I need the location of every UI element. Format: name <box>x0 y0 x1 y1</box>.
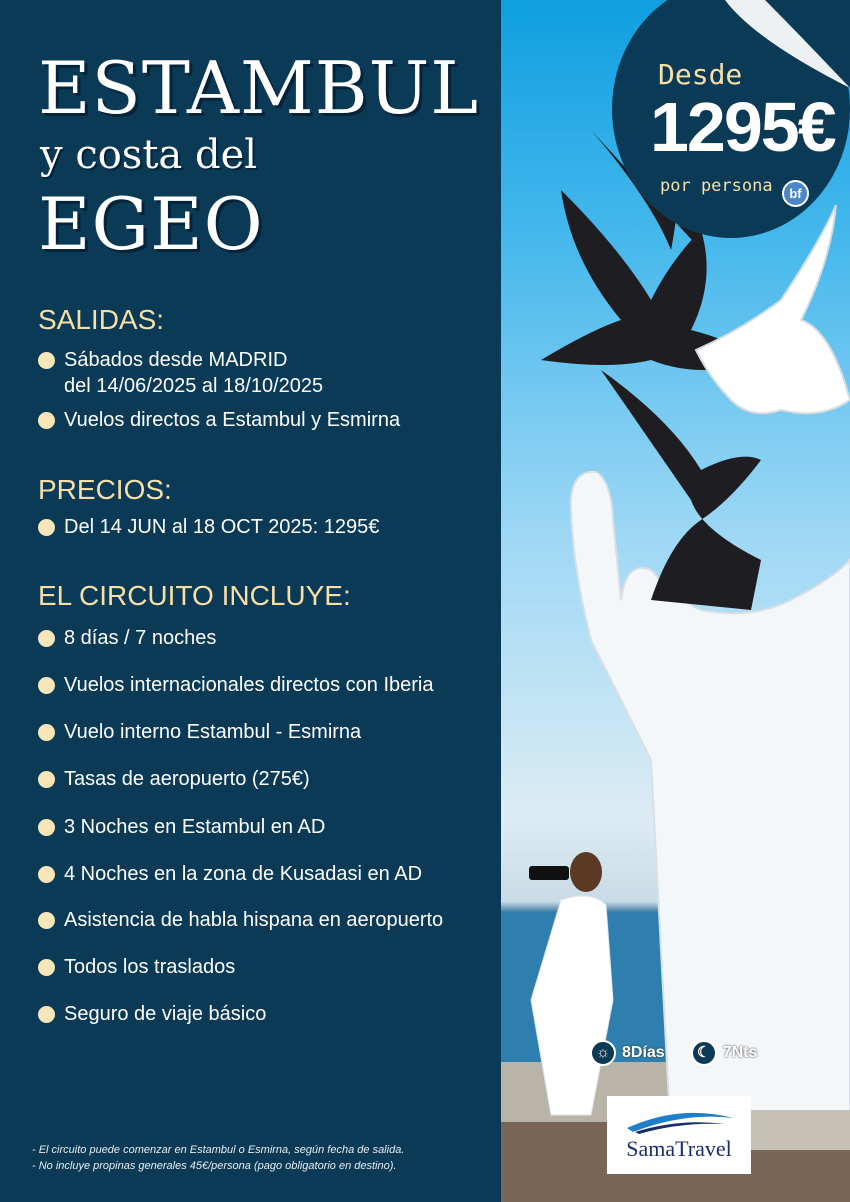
bullet-dot <box>38 771 55 788</box>
salidas-item-line: Vuelos directos a Estambul y Esmirna <box>64 409 401 431</box>
duration-days: 8Días <box>622 1044 665 1061</box>
bullet-dot <box>38 519 55 536</box>
duration-info <box>590 1040 757 1066</box>
incluye-item-text: 4 Noches en la zona de Kusadasi en AD <box>64 863 423 885</box>
brand-swoosh-icon <box>625 1108 735 1134</box>
badge-price: 1295€ <box>650 88 835 166</box>
footnote: - No incluye propinas generales 45€/persona (pago obligatorio en destino). <box>32 1160 397 1172</box>
bullet-dot <box>38 866 55 883</box>
bullet-dot <box>38 1006 55 1023</box>
incluye-item <box>38 861 422 887</box>
badge-desde: Desde <box>658 58 743 91</box>
title-sub: y costa del <box>40 132 258 178</box>
bullet-dot <box>38 912 55 929</box>
person-head <box>570 852 602 892</box>
sun-icon: ☼ <box>590 1040 616 1066</box>
bf-logo-icon: bf <box>782 180 809 207</box>
bullet-dot <box>38 724 55 741</box>
bullet-dot <box>38 677 55 694</box>
incluye-item <box>38 719 361 745</box>
brand-name: SamaTravel <box>626 1136 732 1161</box>
salidas-item <box>38 347 323 399</box>
precios-heading: PRECIOS: <box>38 474 172 505</box>
precios-item <box>38 514 379 540</box>
incluye-item <box>38 766 310 792</box>
incluye-item <box>38 954 235 980</box>
incluye-item-text: Todos los traslados <box>64 956 236 978</box>
incluye-item <box>38 625 216 651</box>
bullet-dot <box>38 630 55 647</box>
footnote: - El circuito puede comenzar en Estambul o Esmirna, según fecha de salida. <box>32 1144 405 1156</box>
bullet-dot <box>38 959 55 976</box>
incluye-item <box>38 1001 266 1027</box>
salidas-item-line: del 14/06/2025 al 18/10/2025 <box>64 375 324 397</box>
incluye-item <box>38 814 325 840</box>
incluye-item-text: 8 días / 7 noches <box>64 627 217 649</box>
camera <box>529 866 569 880</box>
incluye-item-text: 3 Noches en Estambul en AD <box>64 816 326 838</box>
page-curl-icon <box>725 0 850 88</box>
bullet-dot <box>38 352 55 369</box>
incluye-item-text: Vuelo interno Estambul - Esmirna <box>64 721 362 743</box>
incluye-heading: EL CIRCUITO INCLUYE: <box>38 580 351 611</box>
title-main: ESTAMBUL <box>38 46 480 130</box>
salidas-item-line: Sábados desde MADRID <box>64 349 288 371</box>
salidas-item <box>38 407 400 433</box>
incluye-item-text: Tasas de aeropuerto (275€) <box>64 768 310 790</box>
incluye-item-text: Seguro de viaje básico <box>64 1003 267 1025</box>
bullet-dot <box>38 819 55 836</box>
incluye-item <box>38 907 443 933</box>
title-egeo: EGEO <box>38 182 264 266</box>
incluye-item-text: Asistencia de habla hispana en aeropuerto <box>64 909 444 931</box>
precios-item-text: Del 14 JUN al 18 OCT 2025: 1295€ <box>64 516 380 538</box>
duration-nights: 7Nts <box>722 1044 758 1061</box>
brand-logo <box>607 1096 751 1174</box>
badge-per-person: por persona <box>660 176 773 196</box>
bullet-dot <box>38 412 55 429</box>
incluye-item-text: Vuelos internacionales directos con Iberia <box>64 674 434 696</box>
moon-icon: ☾ <box>691 1040 717 1066</box>
incluye-item <box>38 672 433 698</box>
salidas-heading: SALIDAS: <box>38 304 165 335</box>
